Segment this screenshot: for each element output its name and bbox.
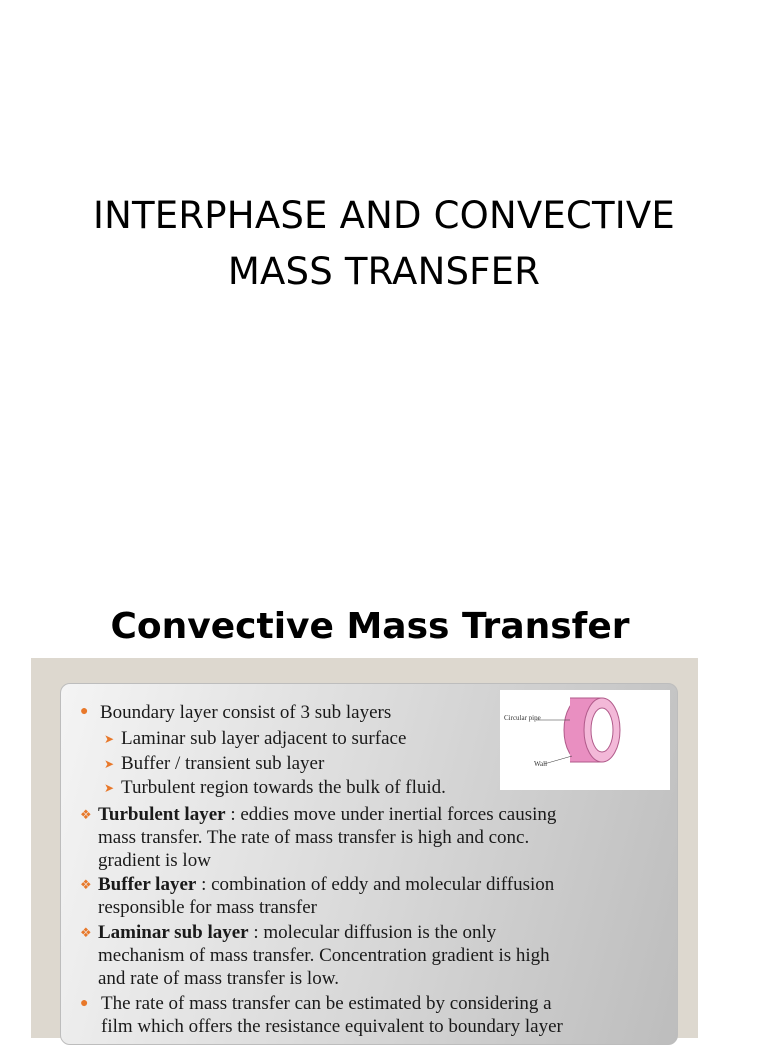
wall-label: Wall (534, 760, 548, 768)
laminar-sub-layer-line-2: mechanism of mass transfer. Concentration gradient is high (98, 945, 550, 966)
turbulent-layer-line-2: mass transfer. The rate of mass transfer is high and conc. (98, 827, 530, 848)
slide-2-title: Convective Mass Transfer (110, 606, 630, 647)
bullet-turbulent-layer: Turbulent layer : eddies move under inertial forces causing (98, 804, 557, 825)
bullet-laminar-sub-layer: Laminar sub layer : molecular diffusion is the only (98, 922, 497, 943)
arrow-bullet-icon: ➤ (104, 757, 115, 771)
sub-bullet-buffer: Buffer / transient sub layer (121, 753, 325, 774)
turbulent-layer-line-3: gradient is low (98, 850, 211, 871)
bullet-dot-icon: ● (80, 704, 89, 719)
arrow-bullet-icon: ➤ (104, 732, 115, 746)
diamond-bullet-icon: ❖ (80, 877, 92, 892)
pipe-label: Circular pipe (504, 714, 541, 722)
bullet-dot-icon: ● (80, 996, 89, 1011)
laminar-sub-layer-term: Laminar sub layer (98, 922, 249, 943)
title-line-1: INTERPHASE AND CONVECTIVE (93, 194, 675, 237)
laminar-sub-layer-line-3: and rate of mass transfer is low. (98, 968, 339, 989)
title-line-2: MASS TRANSFER (227, 250, 541, 293)
rate-estimate-line-2: film which offers the resistance equivalent to boundary layer (101, 1016, 563, 1037)
bullet-rate-estimate: The rate of mass transfer can be estimated by considering a (101, 993, 552, 1014)
diamond-bullet-icon: ❖ (80, 807, 92, 822)
diamond-bullet-icon: ❖ (80, 925, 92, 940)
sub-bullet-laminar: Laminar sub layer adjacent to surface (121, 728, 407, 749)
turbulent-layer-term: Turbulent layer (98, 804, 226, 825)
sub-bullet-turbulent: Turbulent region towards the bulk of fluid. (121, 777, 446, 798)
bullet-boundary-layer: Boundary layer consist of 3 sub layers (100, 702, 392, 723)
bullet-buffer-layer: Buffer layer : combination of eddy and molecular diffusion (98, 874, 555, 895)
buffer-layer-term: Buffer layer (98, 874, 197, 895)
arrow-bullet-icon: ➤ (104, 781, 115, 795)
buffer-layer-line-2: responsible for mass transfer (98, 897, 317, 918)
